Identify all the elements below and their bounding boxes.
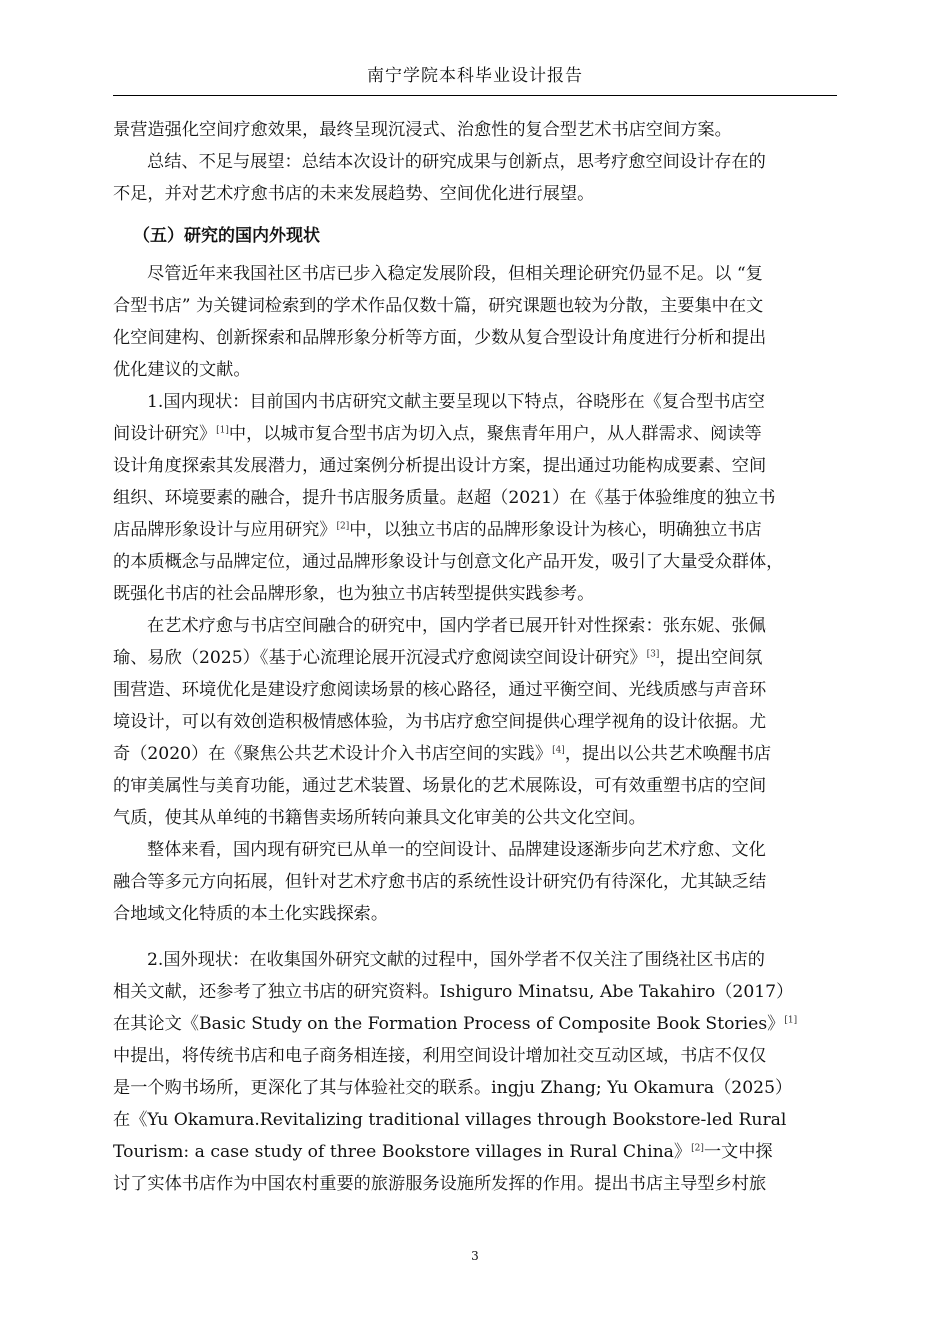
- text-line: 2.国外现状：在收集国外研究文献的过程中，国外学者不仅关注了围绕社区书店的: [147, 950, 765, 970]
- paragraph-art-therapy: [113, 610, 837, 834]
- text-line: 1.国内现状：目前国内书店研究文献主要呈现以下特点，谷晓彤在《复合型书店空: [147, 392, 765, 412]
- text-line: 融合等多元方向拓展，但针对艺术疗愈书店的系统性设计研究仍有待深化，尤其缺乏结: [113, 872, 767, 892]
- text-run: Tourism: a case study of three Bookstore villages in Rural China》: [113, 1142, 692, 1162]
- text-run: 中，以独立书店的品牌形象设计为核心，明确独立书店: [349, 520, 762, 540]
- text-line: 合型书店” 为关键词检索到的学术作品仅数十篇，研究课题也较为分散，主要集中在文: [113, 296, 764, 316]
- citation-ref: [1]: [784, 1015, 798, 1026]
- text-run: 奇（2020）在《聚焦公共艺术设计介入书店空间的实践》: [113, 744, 553, 764]
- text-line: [113, 1136, 837, 1168]
- citation-ref: [1]: [216, 425, 229, 436]
- citation-ref: [4]: [552, 745, 565, 756]
- text-line: 中提出，将传统书店和电子商务相连接，利用空间设计增加社交互动区域，书店不仅仅: [113, 1046, 767, 1066]
- text-run: 中，以城市复合型书店为切入点，聚焦青年用户，从人群需求、阅读等: [228, 424, 762, 444]
- text-line: 气质，使其从单纯的书籍售卖场所转向兼具文化审美的公共文化空间。: [113, 808, 646, 828]
- text-line: [113, 514, 837, 546]
- paragraph-intro: [113, 258, 837, 386]
- running-header: 南宁学院本科毕业设计报告: [367, 66, 583, 86]
- text-line: 化空间建构、创新探索和品牌形象分析等方面，少数从复合型设计角度进行分析和提出: [113, 328, 767, 348]
- text-line: [113, 418, 837, 450]
- text-run: 间设计研究》: [113, 424, 217, 444]
- text-line: 合地域文化特质的本土化实践探索。: [113, 904, 389, 924]
- text-line: 围营造、环境优化是建设疗愈阅读场景的核心路径，通过平衡空间、光线质感与声音环: [113, 680, 767, 700]
- citation-ref: [2]: [336, 521, 350, 532]
- paragraph-continuation: [113, 114, 837, 146]
- text-line: 在艺术疗愈与书店空间融合的研究中，国内学者已展开针对性探索：张东妮、张佩: [147, 616, 766, 636]
- citation-ref: [3]: [646, 649, 660, 660]
- section-heading: （五）研究的国内外现状: [133, 226, 320, 246]
- text-line: [113, 738, 837, 770]
- text-line: 是一个购书场所，更深化了其与体验社交的联系。ingju Zhang; Yu Okamura（2025）: [113, 1078, 793, 1098]
- page-number: 3: [471, 1249, 479, 1263]
- text-line: 景营造强化空间疗愈效果，最终呈现沉浸式、治愈性的复合型艺术书店空间方案。: [113, 120, 732, 140]
- text-line: [113, 1008, 837, 1040]
- text-run: 一文中探: [703, 1142, 773, 1162]
- text-line: 在《Yu Okamura.Revitalizing traditional villages through Bookstore-led Rural: [113, 1110, 787, 1130]
- text-line: 尽管近年来我国社区书店已步入稳定发展阶段，但相关理论研究仍显不足。以 “复: [147, 264, 763, 284]
- text-line: 整体来看，国内现有研究已从单一的空间设计、品牌建设逐渐步向艺术疗愈、文化: [147, 840, 766, 860]
- text-run: ，提出空间氛: [659, 648, 763, 668]
- paragraph-foreign: [113, 944, 837, 1200]
- text-line: 不足，并对艺术疗愈书店的未来发展趋势、空间优化进行展望。: [113, 184, 595, 204]
- text-line: 设计角度探索其发展潜力，通过案例分析提出设计方案，提出通过功能构成要素、空间: [113, 456, 767, 476]
- header-rule: [113, 95, 837, 96]
- text-line: [113, 642, 837, 674]
- paragraph-summary-domestic: [113, 834, 837, 930]
- text-run: 瑜、易欣（2025）《基于心流理论展开沉浸式疗愈阅读空间设计研究》: [113, 648, 647, 668]
- text-line: 的审美属性与美育功能，通过艺术装置、场景化的艺术展陈设，可有效重塑书店的空间: [113, 776, 767, 796]
- text-run: 在其论文《Basic Study on the Formation Process of Composite Book Stories》: [113, 1014, 785, 1034]
- text-run: 店品牌形象设计与应用研究》: [113, 520, 337, 540]
- text-line: 讨了实体书店作为中国农村重要的旅游服务设施所发挥的作用。提出书店主导型乡村旅: [113, 1174, 767, 1194]
- paragraph-summary: [113, 146, 837, 210]
- text-run: ，提出以公共艺术唤醒书店: [564, 744, 772, 764]
- text-line: 优化建议的文献。: [113, 360, 251, 380]
- text-line: 的本质概念与品牌定位，通过品牌形象设计与创意文化产品开发，吸引了大量受众群体，: [113, 552, 784, 572]
- text-line: 总结、不足与展望：总结本次设计的研究成果与创新点，思考疗愈空间设计存在的: [147, 152, 766, 172]
- body-text: [113, 114, 837, 1200]
- text-line: 组织、环境要素的融合，提升书店服务质量。赵超（2021）在《基于体验维度的独立书: [113, 488, 776, 508]
- paragraph-gap: [113, 930, 837, 944]
- text-line: 相关文献，还参考了独立书店的研究资料。Ishiguro Minatsu, Abe Takahiro（2017）: [113, 982, 794, 1002]
- citation-ref: [2]: [691, 1143, 704, 1154]
- text-line: 既强化书店的社会品牌形象，也为独立书店转型提供实践参考。: [113, 584, 595, 604]
- paragraph-domestic: [113, 386, 837, 610]
- text-line: 境设计，可以有效创造积极情感体验，为书店疗愈空间提供心理学视角的设计依据。尤: [113, 712, 767, 732]
